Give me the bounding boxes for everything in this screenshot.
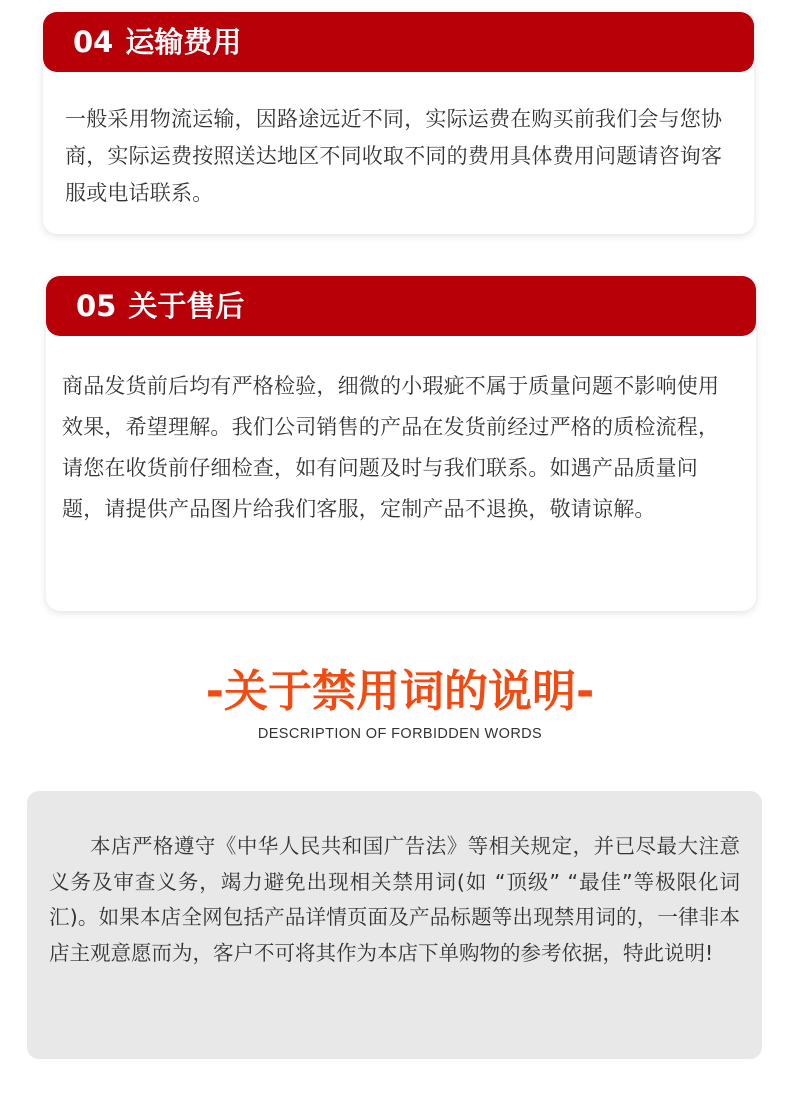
after-sales-text: 商品发货前后均有严格检验，细微的小瑕疵不属于质量问题不影响使用效果，希望理解。我们公司销售的产品在发货前经过严格的质检流程，请您在收货前仔细检查，如有问题及时与我们联系。如遇产品质量问题，请提供产品图片给我们客服，定制产品不退换，敬请谅解。 (62, 374, 720, 521)
after-sales-header (46, 276, 756, 336)
section-number: 05 (76, 289, 117, 323)
shipping-fee-header (43, 12, 754, 72)
section-title: 关于售后 (128, 289, 245, 323)
after-sales-card (46, 276, 756, 611)
forbidden-words-title: -关于禁用词的说明- (205, 666, 595, 717)
shipping-fee-text: 一般采用物流运输，因路途远近不同，实际运费在购买前我们会与您协商，实际运费按照送达地区不同收取不同的费用具体费用问题请咨询客服或电话联系。 (65, 107, 723, 205)
forbidden-words-notice (27, 791, 762, 1059)
section-number: 04 (73, 25, 114, 59)
section-title: 运输费用 (125, 25, 242, 59)
forbidden-words-subtitle: DESCRIPTION OF FORBIDDEN WORDS (257, 726, 543, 742)
forbidden-words-text: 本店严格遵守《中华人民共和国广告法》等相关规定，并已尽最大注意义务及审查义务，竭力避免出现相关禁用词(如 “顶级” “最佳”等极限化词汇)。如果本店全网包括产品详情页面及产品标题等出现禁用词的，一律非本店主观意愿而为，客户不可将其作为本店下单购物的参考依据，特此说明! (49, 834, 740, 965)
shipping-fee-card (43, 12, 754, 234)
